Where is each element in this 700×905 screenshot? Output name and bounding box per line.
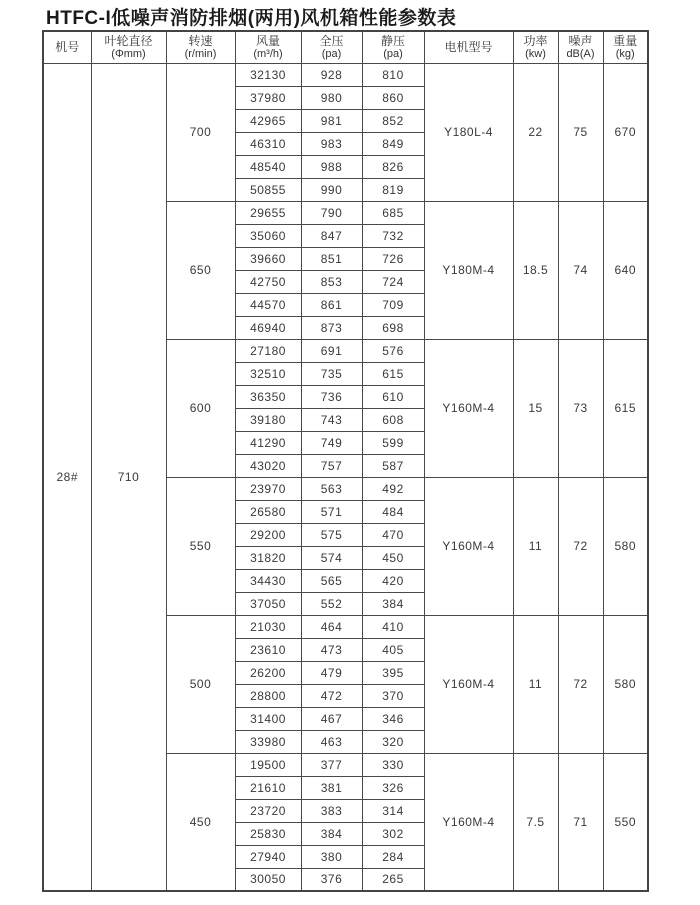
cell-air-flow: 23720 bbox=[235, 799, 301, 822]
cell-static-pressure: 346 bbox=[362, 707, 424, 730]
cell-noise: 75 bbox=[558, 63, 603, 201]
column-header-label: 功率 bbox=[523, 34, 548, 48]
cell-static-pressure: 484 bbox=[362, 500, 424, 523]
cell-power: 7.5 bbox=[513, 753, 558, 891]
cell-static-pressure: 610 bbox=[362, 385, 424, 408]
cell-total-pressure: 749 bbox=[301, 431, 362, 454]
cell-air-flow: 33980 bbox=[235, 730, 301, 753]
cell-static-pressure: 410 bbox=[362, 615, 424, 638]
cell-total-pressure: 467 bbox=[301, 707, 362, 730]
cell-static-pressure: 826 bbox=[362, 155, 424, 178]
cell-total-pressure: 981 bbox=[301, 109, 362, 132]
table-row bbox=[43, 63, 648, 86]
cell-total-pressure: 990 bbox=[301, 178, 362, 201]
cell-static-pressure: 420 bbox=[362, 569, 424, 592]
cell-air-flow: 30050 bbox=[235, 868, 301, 891]
cell-total-pressure: 380 bbox=[301, 845, 362, 868]
cell-fan-no: 28# bbox=[43, 63, 91, 891]
column-header-unit: (m³/h) bbox=[253, 48, 283, 61]
cell-static-pressure: 284 bbox=[362, 845, 424, 868]
cell-air-flow: 29655 bbox=[235, 201, 301, 224]
cell-total-pressure: 479 bbox=[301, 661, 362, 684]
cell-static-pressure: 819 bbox=[362, 178, 424, 201]
cell-static-pressure: 492 bbox=[362, 477, 424, 500]
column-header-label: 机号 bbox=[55, 40, 80, 55]
cell-static-pressure: 405 bbox=[362, 638, 424, 661]
cell-static-pressure: 326 bbox=[362, 776, 424, 799]
cell-air-flow: 19500 bbox=[235, 753, 301, 776]
cell-total-pressure: 574 bbox=[301, 546, 362, 569]
cell-total-pressure: 983 bbox=[301, 132, 362, 155]
cell-total-pressure: 472 bbox=[301, 684, 362, 707]
cell-static-pressure: 810 bbox=[362, 63, 424, 86]
cell-motor-model: Y160M-4 bbox=[424, 615, 513, 753]
cell-air-flow: 26580 bbox=[235, 500, 301, 523]
cell-total-pressure: 571 bbox=[301, 500, 362, 523]
cell-motor-model: Y180L-4 bbox=[424, 63, 513, 201]
cell-total-pressure: 565 bbox=[301, 569, 362, 592]
cell-weight: 640 bbox=[603, 201, 648, 339]
cell-total-pressure: 552 bbox=[301, 592, 362, 615]
cell-total-pressure: 383 bbox=[301, 799, 362, 822]
cell-air-flow: 43020 bbox=[235, 454, 301, 477]
cell-total-pressure: 463 bbox=[301, 730, 362, 753]
cell-air-flow: 28800 bbox=[235, 684, 301, 707]
cell-static-pressure: 470 bbox=[362, 523, 424, 546]
cell-total-pressure: 873 bbox=[301, 316, 362, 339]
cell-air-flow: 27940 bbox=[235, 845, 301, 868]
cell-weight: 670 bbox=[603, 63, 648, 201]
cell-total-pressure: 736 bbox=[301, 385, 362, 408]
cell-total-pressure: 473 bbox=[301, 638, 362, 661]
cell-speed: 650 bbox=[166, 201, 235, 339]
cell-air-flow: 41290 bbox=[235, 431, 301, 454]
cell-weight: 580 bbox=[603, 615, 648, 753]
cell-total-pressure: 464 bbox=[301, 615, 362, 638]
cell-static-pressure: 615 bbox=[362, 362, 424, 385]
cell-total-pressure: 384 bbox=[301, 822, 362, 845]
column-header-label: 风量 bbox=[255, 34, 280, 48]
cell-speed: 700 bbox=[166, 63, 235, 201]
column-header-impeller-diameter bbox=[91, 31, 166, 63]
column-header-fan-no bbox=[43, 31, 91, 63]
cell-total-pressure: 851 bbox=[301, 247, 362, 270]
table-body bbox=[43, 63, 648, 891]
cell-air-flow: 31820 bbox=[235, 546, 301, 569]
cell-air-flow: 32130 bbox=[235, 63, 301, 86]
cell-motor-model: Y160M-4 bbox=[424, 753, 513, 891]
cell-static-pressure: 608 bbox=[362, 408, 424, 431]
cell-static-pressure: 852 bbox=[362, 109, 424, 132]
cell-weight: 580 bbox=[603, 477, 648, 615]
cell-air-flow: 29200 bbox=[235, 523, 301, 546]
column-header-label: 电机型号 bbox=[444, 40, 493, 55]
cell-total-pressure: 691 bbox=[301, 339, 362, 362]
cell-air-flow: 27180 bbox=[235, 339, 301, 362]
cell-total-pressure: 381 bbox=[301, 776, 362, 799]
cell-total-pressure: 377 bbox=[301, 753, 362, 776]
column-header-label: 重量 bbox=[613, 34, 638, 48]
cell-static-pressure: 587 bbox=[362, 454, 424, 477]
cell-total-pressure: 847 bbox=[301, 224, 362, 247]
cell-total-pressure: 853 bbox=[301, 270, 362, 293]
cell-speed: 600 bbox=[166, 339, 235, 477]
column-header-air-flow bbox=[235, 31, 301, 63]
column-header-label: 噪声 bbox=[568, 34, 593, 48]
cell-noise: 73 bbox=[558, 339, 603, 477]
cell-air-flow: 26200 bbox=[235, 661, 301, 684]
cell-air-flow: 42750 bbox=[235, 270, 301, 293]
cell-static-pressure: 330 bbox=[362, 753, 424, 776]
cell-total-pressure: 575 bbox=[301, 523, 362, 546]
cell-air-flow: 46310 bbox=[235, 132, 301, 155]
cell-air-flow: 37980 bbox=[235, 86, 301, 109]
column-header-label: 全压 bbox=[319, 34, 344, 48]
cell-air-flow: 23970 bbox=[235, 477, 301, 500]
cell-total-pressure: 735 bbox=[301, 362, 362, 385]
cell-air-flow: 35060 bbox=[235, 224, 301, 247]
cell-static-pressure: 395 bbox=[362, 661, 424, 684]
cell-static-pressure: 370 bbox=[362, 684, 424, 707]
column-header-unit: (kg) bbox=[615, 48, 635, 61]
cell-noise: 72 bbox=[558, 615, 603, 753]
cell-air-flow: 37050 bbox=[235, 592, 301, 615]
cell-static-pressure: 384 bbox=[362, 592, 424, 615]
cell-air-flow: 23610 bbox=[235, 638, 301, 661]
cell-speed: 500 bbox=[166, 615, 235, 753]
column-header-label: 转速 bbox=[188, 34, 213, 48]
cell-static-pressure: 726 bbox=[362, 247, 424, 270]
column-header-speed bbox=[166, 31, 235, 63]
cell-air-flow: 31400 bbox=[235, 707, 301, 730]
cell-air-flow: 39660 bbox=[235, 247, 301, 270]
cell-motor-model: Y180M-4 bbox=[424, 201, 513, 339]
column-header-motor-model bbox=[424, 31, 513, 63]
cell-static-pressure: 450 bbox=[362, 546, 424, 569]
cell-static-pressure: 860 bbox=[362, 86, 424, 109]
column-header-label: 叶轮直径 bbox=[104, 34, 153, 48]
cell-static-pressure: 599 bbox=[362, 431, 424, 454]
cell-static-pressure: 709 bbox=[362, 293, 424, 316]
cell-static-pressure: 685 bbox=[362, 201, 424, 224]
cell-air-flow: 34430 bbox=[235, 569, 301, 592]
cell-static-pressure: 724 bbox=[362, 270, 424, 293]
page-title: HTFC-I低噪声消防排烟(两用)风机箱性能参数表 bbox=[46, 8, 457, 29]
cell-total-pressure: 928 bbox=[301, 63, 362, 86]
cell-power: 22 bbox=[513, 63, 558, 201]
cell-motor-model: Y160M-4 bbox=[424, 339, 513, 477]
column-header-unit: dB(A) bbox=[566, 48, 595, 61]
cell-air-flow: 44570 bbox=[235, 293, 301, 316]
cell-total-pressure: 563 bbox=[301, 477, 362, 500]
cell-static-pressure: 320 bbox=[362, 730, 424, 753]
cell-total-pressure: 743 bbox=[301, 408, 362, 431]
cell-weight: 615 bbox=[603, 339, 648, 477]
cell-total-pressure: 376 bbox=[301, 868, 362, 891]
column-header-unit: (pa) bbox=[321, 48, 342, 61]
column-header-total-pressure bbox=[301, 31, 362, 63]
cell-noise: 72 bbox=[558, 477, 603, 615]
cell-air-flow: 42965 bbox=[235, 109, 301, 132]
cell-power: 18.5 bbox=[513, 201, 558, 339]
table-header bbox=[43, 31, 648, 63]
column-header-static-pressure bbox=[362, 31, 424, 63]
cell-total-pressure: 988 bbox=[301, 155, 362, 178]
cell-weight: 550 bbox=[603, 753, 648, 891]
cell-air-flow: 48540 bbox=[235, 155, 301, 178]
cell-static-pressure: 265 bbox=[362, 868, 424, 891]
cell-total-pressure: 980 bbox=[301, 86, 362, 109]
column-header-unit: (kw) bbox=[525, 48, 546, 61]
cell-motor-model: Y160M-4 bbox=[424, 477, 513, 615]
cell-power: 15 bbox=[513, 339, 558, 477]
column-header-weight bbox=[603, 31, 648, 63]
cell-air-flow: 21610 bbox=[235, 776, 301, 799]
column-header-noise bbox=[558, 31, 603, 63]
cell-air-flow: 46940 bbox=[235, 316, 301, 339]
cell-air-flow: 50855 bbox=[235, 178, 301, 201]
cell-air-flow: 39180 bbox=[235, 408, 301, 431]
cell-static-pressure: 576 bbox=[362, 339, 424, 362]
cell-speed: 450 bbox=[166, 753, 235, 891]
cell-static-pressure: 849 bbox=[362, 132, 424, 155]
cell-static-pressure: 314 bbox=[362, 799, 424, 822]
cell-static-pressure: 732 bbox=[362, 224, 424, 247]
cell-static-pressure: 698 bbox=[362, 316, 424, 339]
cell-power: 11 bbox=[513, 477, 558, 615]
cell-air-flow: 25830 bbox=[235, 822, 301, 845]
cell-static-pressure: 302 bbox=[362, 822, 424, 845]
cell-total-pressure: 757 bbox=[301, 454, 362, 477]
cell-air-flow: 36350 bbox=[235, 385, 301, 408]
cell-air-flow: 32510 bbox=[235, 362, 301, 385]
cell-noise: 74 bbox=[558, 201, 603, 339]
column-header-unit: (r/min) bbox=[184, 48, 217, 61]
column-header-power bbox=[513, 31, 558, 63]
fan-performance-table bbox=[42, 30, 649, 892]
cell-power: 11 bbox=[513, 615, 558, 753]
cell-total-pressure: 790 bbox=[301, 201, 362, 224]
cell-total-pressure: 861 bbox=[301, 293, 362, 316]
cell-noise: 71 bbox=[558, 753, 603, 891]
column-header-unit: (Φmm) bbox=[111, 48, 146, 61]
column-header-unit: (pa) bbox=[383, 48, 403, 61]
cell-air-flow: 21030 bbox=[235, 615, 301, 638]
cell-speed: 550 bbox=[166, 477, 235, 615]
cell-impeller-diameter: 710 bbox=[91, 63, 166, 891]
column-header-label: 静压 bbox=[380, 34, 405, 48]
header-row bbox=[43, 31, 648, 63]
